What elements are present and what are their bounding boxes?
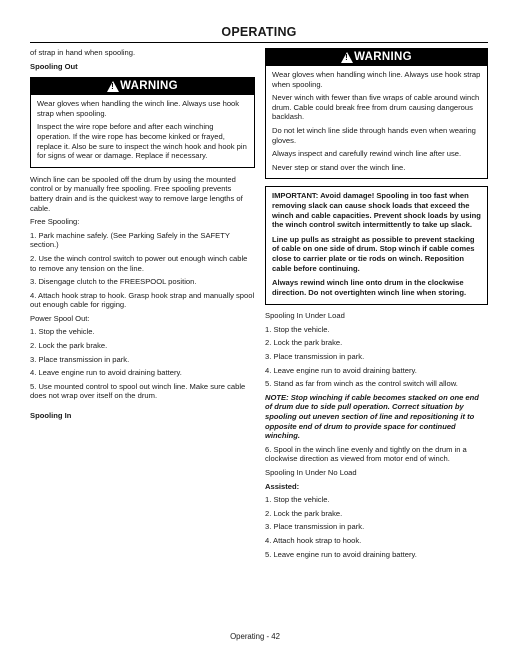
list-item: 1. Stop the vehicle. bbox=[265, 324, 330, 334]
warning-label: WARNING bbox=[354, 50, 412, 63]
list-item: 5. Use mounted control to spool out winch line. Make sure cable does not wrap over itself on the drum. bbox=[30, 381, 246, 401]
warning-banner bbox=[266, 49, 487, 66]
subheading: Free Spooling: bbox=[30, 217, 80, 227]
page-footer bbox=[0, 632, 510, 641]
subheading: Spooling In Under No Load bbox=[265, 468, 357, 477]
important-box bbox=[265, 186, 488, 305]
warning-text: Never step or stand over the winch line. bbox=[272, 162, 406, 172]
page-header bbox=[30, 25, 488, 43]
intro-text: of strap in hand when spooling. bbox=[30, 48, 136, 57]
list-item: 3. Disengage clutch to the FREESPOOL position. bbox=[30, 277, 197, 287]
right-column bbox=[265, 48, 488, 563]
warning-text: Wear gloves when handling winch line. Always use hook strap when spooling. bbox=[272, 70, 481, 89]
page-number: Operating - 42 bbox=[230, 632, 280, 641]
warning-triangle-icon bbox=[107, 81, 119, 92]
warning-label: WARNING bbox=[120, 79, 178, 92]
body-text: Winch line can be spooled off the drum by using the mounted control or by manually free spooling. Free spooling prevents battery drain and is the quickest way to remove large lengths of cable. bbox=[30, 174, 243, 213]
assisted-label: Assisted: bbox=[265, 481, 300, 491]
list-item: 4. Attach hook strap to hook. Grasp hook strap and manually spool out enough cable for rigging. bbox=[30, 290, 255, 310]
important-text: Line up pulls as straight as possible to prevent stacking of cable on one side of drum. Stop winch if cable comes close to carrier plate or tie rods on winch. Reposition cable before continuing. bbox=[272, 234, 475, 273]
warning-banner bbox=[31, 78, 254, 95]
warning-box-left bbox=[30, 77, 255, 168]
spooling-out-heading: Spooling Out bbox=[30, 61, 78, 71]
list-item: 6. Spool in the winch line evenly and tightly on the drum in a clockwise direction as viewed from motor end of winch. bbox=[265, 444, 467, 464]
spooling-in-heading: Spooling In bbox=[30, 411, 72, 421]
list-item: 3. Place transmission in park. bbox=[265, 522, 365, 532]
subheading: Spooling In Under Load bbox=[265, 311, 345, 321]
warning-text: Always inspect and carefully rewind winch line after use. bbox=[272, 149, 462, 159]
list-item: 2. Use the winch control switch to power out enough winch cable to remove any tension on the line. bbox=[30, 253, 248, 273]
list-item: 4. Leave engine run to avoid draining battery. bbox=[265, 365, 417, 375]
left-column bbox=[30, 48, 255, 427]
important-text: IMPORTANT: Avoid damage! Spooling in too fast when removing slack can cause shock loads that exceed the winch and cable capacities. Prevent shock loads by using the winch control switch intermittently to take up slack. bbox=[272, 191, 481, 230]
list-item: 2. Lock the park brake. bbox=[30, 341, 108, 351]
warning-text: Never winch with fewer than five wraps of cable around winch drum. Cable could break free from drum causing dangerous backlash. bbox=[272, 93, 480, 122]
list-item: 4. Attach hook strap to hook. bbox=[265, 535, 362, 545]
warning-text: Inspect the wire rope before and after each winching operation. If the wire rope has become kinked or frayed, replace it. Also be sure to inspect the winch hook and hook pin for signs of wear or damage. Replace if necessary. bbox=[37, 122, 247, 161]
list-item: 5. Stand as far from winch as the control switch will allow. bbox=[265, 379, 458, 389]
note-text: NOTE: Stop winching if cable becomes stacked on one end of drum due to side pull operation. Correct situation by spooling out uneven section of line and repositioning it to opposite end of drum to provide space for continued winching. bbox=[265, 392, 479, 441]
list-item: 1. Park machine safely. (See Parking Safely in the SAFETY section.) bbox=[30, 230, 230, 250]
warning-text: Do not let winch line slide through hands even when wearing gloves. bbox=[272, 125, 476, 145]
list-item: 3. Place transmission in park. bbox=[30, 354, 130, 364]
subheading: Power Spool Out: bbox=[30, 313, 90, 323]
warning-text: Wear gloves when handling the winch line. Always use hook strap when spooling. bbox=[37, 99, 240, 118]
list-item: 5. Leave engine run to avoid draining battery. bbox=[265, 549, 417, 559]
warning-triangle-icon bbox=[341, 52, 353, 63]
list-item: 3. Place transmission in park. bbox=[265, 352, 365, 362]
list-item: 2. Lock the park brake. bbox=[265, 338, 343, 348]
important-text: Always rewind winch line onto drum in the clockwise direction. Do not overtighten winch line when storing. bbox=[272, 278, 467, 297]
list-item: 2. Lock the park brake. bbox=[265, 508, 343, 518]
page-title: OPERATING bbox=[221, 25, 297, 39]
list-item: 1. Stop the vehicle. bbox=[30, 327, 95, 337]
list-item: 4. Leave engine run to avoid draining battery. bbox=[30, 368, 182, 378]
warning-box-right bbox=[265, 48, 488, 179]
list-item: 1. Stop the vehicle. bbox=[265, 495, 330, 505]
